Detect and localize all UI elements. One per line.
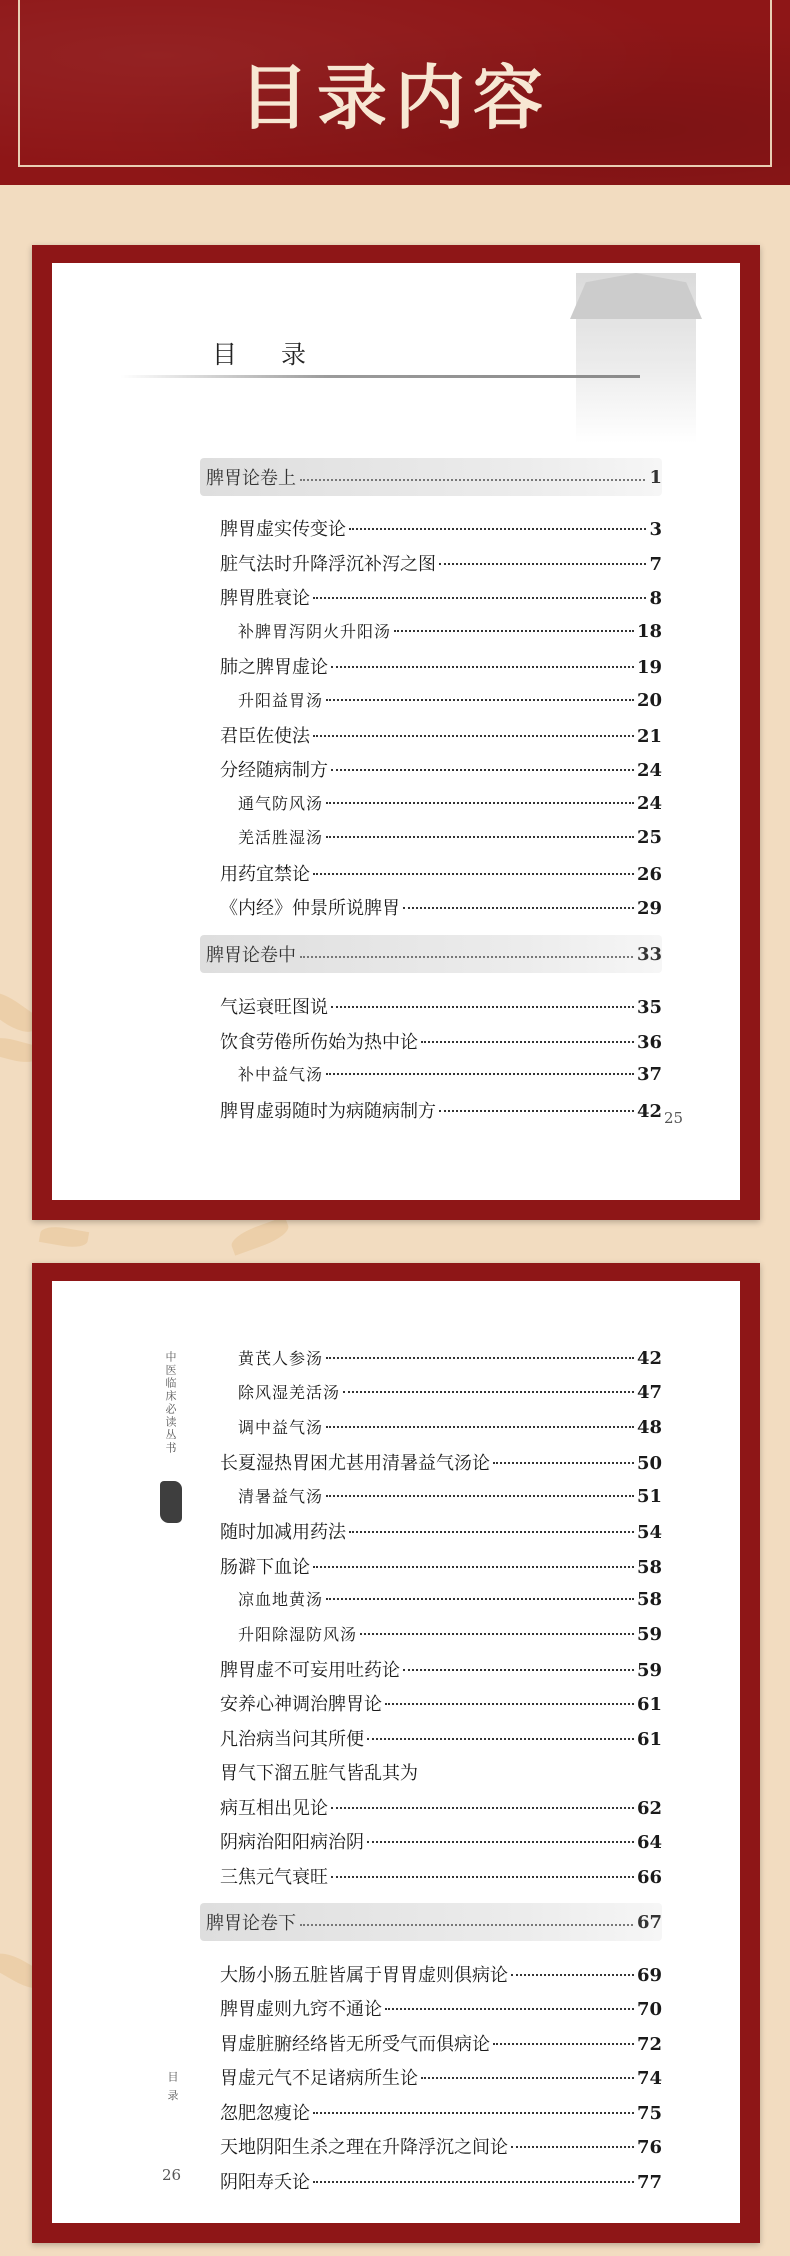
entry-title: 病互相出见论 [220, 1798, 328, 1819]
entry-page: 42 [636, 1101, 662, 1122]
dot-leader [403, 907, 634, 909]
heading-rule [120, 375, 640, 378]
entry-title: 补脾胃泻阴火升阳汤 [238, 622, 392, 641]
entry-page: 62 [636, 1798, 662, 1819]
entry-page: 51 [636, 1486, 662, 1507]
entry-title: 阴病治阳阳病治阴 [220, 1832, 364, 1853]
dot-leader [439, 1110, 634, 1112]
page-number: 26 [162, 2166, 182, 2184]
toc-subentry [238, 1346, 662, 1369]
entry-page: 70 [636, 1999, 662, 2020]
entry-page: 7 [649, 554, 662, 575]
toc-section-header [200, 458, 662, 496]
entry-title: 胃气下溜五脏气皆乱其为 [220, 1763, 418, 1784]
entry-page: 18 [636, 621, 662, 642]
entry-page: 64 [636, 1832, 662, 1853]
toc-entry [220, 1518, 662, 1544]
entry-title: 安养心神调治脾胃论 [220, 1694, 382, 1715]
dot-leader [331, 666, 634, 668]
entry-title: 用药宜禁论 [220, 864, 310, 885]
dot-leader [385, 2008, 634, 2010]
entry-title: 阴阳寿夭论 [220, 2172, 310, 2193]
toc-subentry [238, 1587, 662, 1610]
dot-leader [313, 2181, 634, 2183]
toc-subentry [238, 791, 662, 814]
section-page: 1 [649, 466, 662, 488]
dot-leader [367, 1841, 634, 1843]
entry-page: 24 [636, 793, 662, 814]
entry-title: 气运衰旺图说 [220, 997, 328, 1018]
toc-subentry [238, 1415, 662, 1438]
entry-page: 20 [636, 690, 662, 711]
palm-leaf-decoration [228, 1216, 291, 1255]
entry-title: 脾胃虚弱随时为病随病制方 [220, 1101, 436, 1122]
entry-title: 脏气法时升降浮沉补泻之图 [220, 554, 436, 575]
page-number: 25 [664, 1109, 684, 1127]
dot-leader [493, 1462, 634, 1464]
dot-leader [326, 1426, 634, 1428]
toc-entry [220, 1097, 662, 1123]
toc-entry [220, 2064, 662, 2090]
dot-leader [331, 1876, 634, 1878]
entry-page: 25 [636, 827, 662, 848]
dot-leader [326, 802, 634, 804]
entry-page: 50 [636, 1453, 662, 1474]
entry-title: 升阳除湿防风汤 [238, 1625, 358, 1644]
toc-entry [220, 2133, 662, 2159]
entry-page: 54 [636, 1522, 662, 1543]
toc-entry [220, 584, 662, 610]
toc-entry [220, 2030, 662, 2056]
entry-title: 忽肥忽瘦论 [220, 2103, 310, 2124]
entry-title: 升阳益胃汤 [238, 691, 324, 710]
entry-title: 肺之脾胃虚论 [220, 657, 328, 678]
dot-leader [360, 1633, 634, 1635]
header-banner [0, 0, 790, 185]
section-title: 脾胃论卷下 [206, 1913, 296, 1934]
toc-entry [220, 2099, 662, 2125]
entry-page: 58 [636, 1557, 662, 1578]
banner-title: 目录内容 [239, 57, 551, 139]
toc-entry [220, 722, 662, 748]
entry-page: 58 [636, 1589, 662, 1610]
dot-leader [331, 1006, 634, 1008]
toc-subentry [238, 1622, 662, 1645]
entry-title: 通气防风汤 [238, 794, 324, 813]
dot-leader [313, 597, 646, 599]
entry-title: 羌活胜湿汤 [238, 828, 324, 847]
entry-page: 19 [636, 657, 662, 678]
entry-page: 61 [636, 1694, 662, 1715]
entry-title: 《内经》仲景所说脾胃 [220, 898, 400, 919]
toc-subentry [238, 688, 662, 711]
dot-leader [349, 528, 646, 530]
toc-entry [220, 550, 662, 576]
toc-page-frame-1 [32, 245, 760, 1220]
toc-page-1 [52, 263, 740, 1200]
dot-leader [300, 479, 645, 481]
toc-entry [220, 515, 662, 541]
toc-entry [220, 993, 662, 1019]
side-label: 目 录 [166, 2071, 179, 2103]
entry-title: 补中益气汤 [238, 1065, 324, 1084]
entry-page: 77 [636, 2172, 662, 2193]
dot-leader [326, 699, 634, 701]
entry-title: 凡治病当问其所便 [220, 1729, 364, 1750]
dot-leader [421, 2077, 634, 2079]
entry-page: 66 [636, 1867, 662, 1888]
entry-page: 59 [636, 1624, 662, 1645]
entry-page: 76 [636, 2137, 662, 2158]
toc-entry [220, 1961, 662, 1987]
entry-page: 61 [636, 1729, 662, 1750]
dot-leader [403, 1669, 634, 1671]
entry-page: 75 [636, 2103, 662, 2124]
entry-page: 48 [636, 1417, 662, 1438]
dot-leader [300, 956, 633, 958]
entry-page: 8 [649, 588, 662, 609]
entry-page: 37 [636, 1064, 662, 1085]
entry-title: 调中益气汤 [238, 1418, 324, 1437]
entry-page: 3 [649, 519, 662, 540]
entry-page: 24 [636, 760, 662, 781]
toc-subentry [238, 1380, 662, 1403]
entry-title: 脾胃虚则九窍不通论 [220, 1999, 382, 2020]
toc-entry [220, 1863, 662, 1889]
dot-leader [385, 1703, 634, 1705]
toc-entry [220, 1553, 662, 1579]
entry-page: 36 [636, 1032, 662, 1053]
entry-title: 凉血地黄汤 [238, 1590, 324, 1609]
entry-title: 君臣佐使法 [220, 726, 310, 747]
toc-entry [220, 1995, 662, 2021]
entry-page: 35 [636, 997, 662, 1018]
section-page: 33 [636, 943, 662, 965]
dot-leader [326, 1495, 634, 1497]
dot-leader [331, 1807, 634, 1809]
entry-page: 72 [636, 2034, 662, 2055]
entry-title: 天地阴阳生杀之理在升降浮沉之间论 [220, 2137, 508, 2158]
toc-entry [220, 1449, 662, 1475]
toc-entry [220, 1794, 662, 1820]
entry-title: 脾胃胜衰论 [220, 588, 310, 609]
dot-leader [326, 1598, 634, 1600]
entry-title: 分经随病制方 [220, 760, 328, 781]
toc-page-2 [52, 1281, 740, 2223]
toc-entry [220, 1690, 662, 1716]
entry-title: 肠澼下血论 [220, 1557, 310, 1578]
entry-title: 三焦元气衰旺 [220, 1867, 328, 1888]
entry-page: 29 [636, 898, 662, 919]
dot-leader [493, 2043, 634, 2045]
dot-leader [313, 873, 634, 875]
dot-leader [313, 1566, 634, 1568]
entry-page: 21 [636, 726, 662, 747]
dot-leader [421, 1041, 634, 1043]
dot-leader [439, 563, 646, 565]
entry-page: 69 [636, 1965, 662, 1986]
dot-leader [349, 1531, 634, 1533]
entry-title: 大肠小肠五脏皆属于胃胃虚则俱病论 [220, 1965, 508, 1986]
dot-leader [331, 769, 634, 771]
toc-entry [220, 1759, 662, 1785]
dot-leader [300, 1924, 633, 1926]
entry-page: 74 [636, 2068, 662, 2089]
entry-page: 42 [636, 1348, 662, 1369]
toc-section-header [200, 1903, 662, 1941]
toc-entry [220, 894, 662, 920]
entry-title: 胃虚元气不足诸病所生论 [220, 2068, 418, 2089]
entry-page: 26 [636, 864, 662, 885]
dot-leader [511, 2146, 634, 2148]
toc-subentry [238, 825, 662, 848]
dot-leader [326, 1357, 634, 1359]
entry-page: 59 [636, 1660, 662, 1681]
toc-heading: 目 录 [212, 340, 324, 369]
entry-title: 清暑益气汤 [238, 1487, 324, 1506]
section-title: 脾胃论卷中 [206, 945, 296, 966]
dot-leader [367, 1738, 634, 1740]
entry-title: 除风湿羌活汤 [238, 1383, 341, 1402]
entry-page: 47 [636, 1382, 662, 1403]
series-title: 中医临床必读丛书 [164, 1351, 177, 1455]
banner-border-bottom [18, 165, 772, 167]
toc-section-header [200, 935, 662, 973]
toc-entry [220, 860, 662, 886]
toc-entry [220, 653, 662, 679]
section-page: 67 [636, 1911, 662, 1933]
dot-leader [326, 1073, 634, 1075]
architecture-ornament [576, 273, 696, 443]
dot-leader [313, 735, 634, 737]
entry-title: 脾胃虚实传变论 [220, 519, 346, 540]
seal-stamp [160, 1481, 182, 1523]
toc-page-frame-2 [32, 1263, 760, 2243]
toc-subentry [238, 619, 662, 642]
dot-leader [394, 630, 634, 632]
toc-entry [220, 1028, 662, 1054]
entry-title: 饮食劳倦所伤始为热中论 [220, 1032, 418, 1053]
dot-leader [343, 1391, 634, 1393]
toc-entry [220, 756, 662, 782]
entry-title: 胃虚脏腑经络皆无所受气而俱病论 [220, 2034, 490, 2055]
toc-subentry [238, 1484, 662, 1507]
entry-title: 随时加减用药法 [220, 1522, 346, 1543]
entry-title: 脾胃虚不可妄用吐药论 [220, 1660, 400, 1681]
toc-entry [220, 1656, 662, 1682]
palm-leaf-decoration [39, 1224, 89, 1250]
toc-entry [220, 1725, 662, 1751]
toc-entry [220, 2168, 662, 2194]
section-title: 脾胃论卷上 [206, 468, 296, 489]
entry-title: 黄芪人参汤 [238, 1349, 324, 1368]
dot-leader [326, 836, 634, 838]
dot-leader [313, 2112, 634, 2114]
toc-entry [220, 1828, 662, 1854]
toc-subentry [238, 1062, 662, 1085]
entry-title: 长夏湿热胃困尤甚用清暑益气汤论 [220, 1453, 490, 1474]
dot-leader [511, 1974, 634, 1976]
